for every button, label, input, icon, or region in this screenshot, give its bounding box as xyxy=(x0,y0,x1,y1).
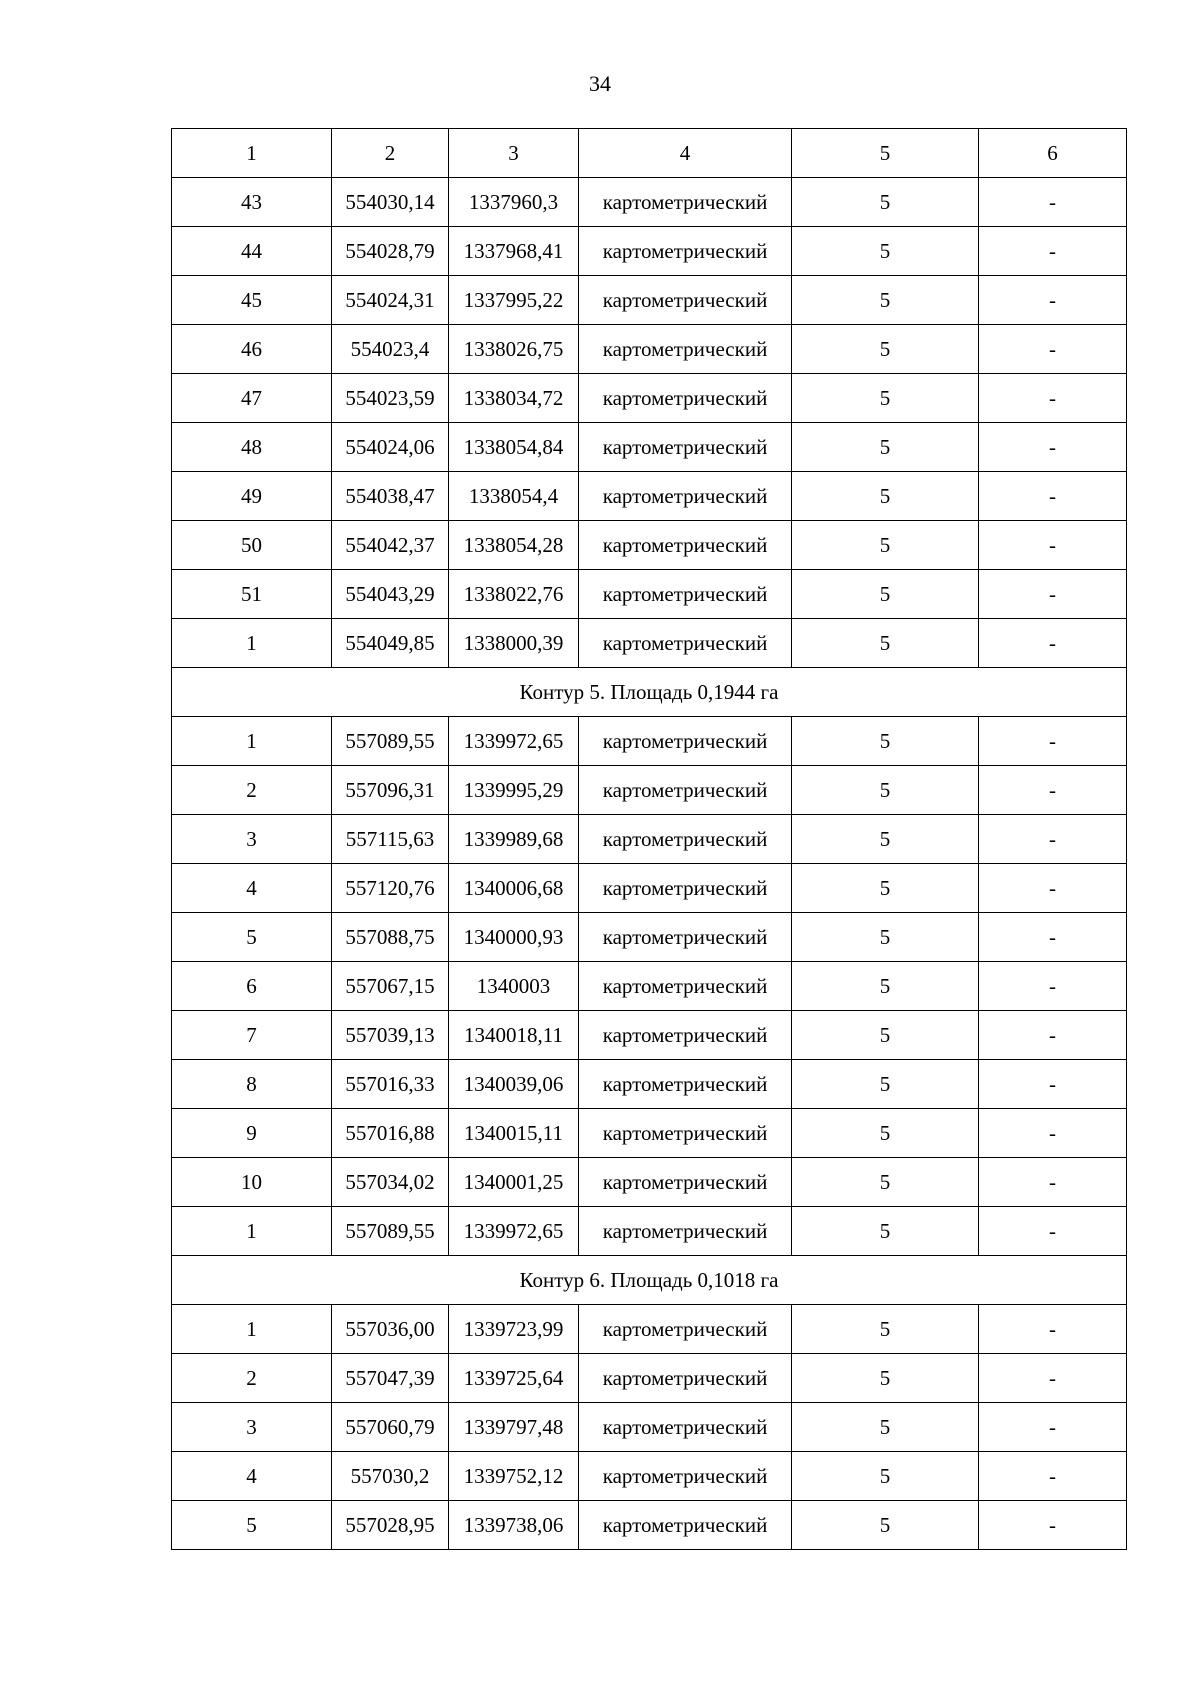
section-caption-row xyxy=(172,1256,1127,1305)
table-row xyxy=(172,962,1127,1011)
x-coordinate-cell: 557039,13 xyxy=(332,1011,449,1060)
section-caption: Контур 5. Площадь 0,1944 га xyxy=(172,668,1127,717)
description-cell: - xyxy=(979,325,1127,374)
method-cell: картометрический xyxy=(579,276,792,325)
accuracy-cell: 5 xyxy=(792,1011,979,1060)
method-cell: картометрический xyxy=(579,1011,792,1060)
point-number-cell: 1 xyxy=(172,717,332,766)
description-cell: - xyxy=(979,864,1127,913)
y-coordinate-cell: 1338022,76 xyxy=(449,570,579,619)
table-row xyxy=(172,472,1127,521)
point-number-cell: 47 xyxy=(172,374,332,423)
column-header: 3 xyxy=(449,129,579,178)
accuracy-cell: 5 xyxy=(792,276,979,325)
x-coordinate-cell: 557016,33 xyxy=(332,1060,449,1109)
description-cell: - xyxy=(979,178,1127,227)
y-coordinate-cell: 1337960,3 xyxy=(449,178,579,227)
point-number-cell: 50 xyxy=(172,521,332,570)
accuracy-cell: 5 xyxy=(792,619,979,668)
description-cell: - xyxy=(979,1207,1127,1256)
column-header: 6 xyxy=(979,129,1127,178)
column-header: 5 xyxy=(792,129,979,178)
method-cell: картометрический xyxy=(579,521,792,570)
point-number-cell: 44 xyxy=(172,227,332,276)
table-row xyxy=(172,374,1127,423)
point-number-cell: 7 xyxy=(172,1011,332,1060)
table-row xyxy=(172,1501,1127,1550)
accuracy-cell: 5 xyxy=(792,1207,979,1256)
description-cell: - xyxy=(979,1452,1127,1501)
description-cell: - xyxy=(979,423,1127,472)
x-coordinate-cell: 557036,00 xyxy=(332,1305,449,1354)
x-coordinate-cell: 557089,55 xyxy=(332,717,449,766)
x-coordinate-cell: 557115,63 xyxy=(332,815,449,864)
accuracy-cell: 5 xyxy=(792,913,979,962)
description-cell: - xyxy=(979,717,1127,766)
y-coordinate-cell: 1340018,11 xyxy=(449,1011,579,1060)
accuracy-cell: 5 xyxy=(792,1109,979,1158)
method-cell: картометрический xyxy=(579,178,792,227)
x-coordinate-cell: 557034,02 xyxy=(332,1158,449,1207)
point-number-cell: 5 xyxy=(172,913,332,962)
method-cell: картометрический xyxy=(579,423,792,472)
x-coordinate-cell: 554028,79 xyxy=(332,227,449,276)
point-number-cell: 3 xyxy=(172,1403,332,1452)
x-coordinate-cell: 557030,2 xyxy=(332,1452,449,1501)
y-coordinate-cell: 1339972,65 xyxy=(449,1207,579,1256)
point-number-cell: 4 xyxy=(172,864,332,913)
description-cell: - xyxy=(979,472,1127,521)
accuracy-cell: 5 xyxy=(792,423,979,472)
x-coordinate-cell: 554023,4 xyxy=(332,325,449,374)
accuracy-cell: 5 xyxy=(792,521,979,570)
table-row xyxy=(172,1060,1127,1109)
coordinates-table xyxy=(171,128,1127,1550)
y-coordinate-cell: 1338034,72 xyxy=(449,374,579,423)
accuracy-cell: 5 xyxy=(792,374,979,423)
y-coordinate-cell: 1339723,99 xyxy=(449,1305,579,1354)
description-cell: - xyxy=(979,276,1127,325)
method-cell: картометрический xyxy=(579,766,792,815)
accuracy-cell: 5 xyxy=(792,1452,979,1501)
point-number-cell: 1 xyxy=(172,619,332,668)
table-row xyxy=(172,619,1127,668)
accuracy-cell: 5 xyxy=(792,325,979,374)
y-coordinate-cell: 1339752,12 xyxy=(449,1452,579,1501)
point-number-cell: 46 xyxy=(172,325,332,374)
method-cell: картометрический xyxy=(579,374,792,423)
accuracy-cell: 5 xyxy=(792,1060,979,1109)
method-cell: картометрический xyxy=(579,325,792,374)
method-cell: картометрический xyxy=(579,1158,792,1207)
point-number-cell: 1 xyxy=(172,1207,332,1256)
point-number-cell: 5 xyxy=(172,1501,332,1550)
description-cell: - xyxy=(979,1354,1127,1403)
column-header: 1 xyxy=(172,129,332,178)
y-coordinate-cell: 1338054,28 xyxy=(449,521,579,570)
x-coordinate-cell: 554024,06 xyxy=(332,423,449,472)
x-coordinate-cell: 557088,75 xyxy=(332,913,449,962)
table-row xyxy=(172,864,1127,913)
table-row xyxy=(172,766,1127,815)
method-cell: картометрический xyxy=(579,815,792,864)
x-coordinate-cell: 554024,31 xyxy=(332,276,449,325)
method-cell: картометрический xyxy=(579,864,792,913)
method-cell: картометрический xyxy=(579,913,792,962)
accuracy-cell: 5 xyxy=(792,570,979,619)
method-cell: картометрический xyxy=(579,570,792,619)
method-cell: картометрический xyxy=(579,1501,792,1550)
point-number-cell: 51 xyxy=(172,570,332,619)
description-cell: - xyxy=(979,913,1127,962)
method-cell: картометрический xyxy=(579,1354,792,1403)
table-row xyxy=(172,1305,1127,1354)
y-coordinate-cell: 1338026,75 xyxy=(449,325,579,374)
table-row xyxy=(172,913,1127,962)
method-cell: картометрический xyxy=(579,1305,792,1354)
y-coordinate-cell: 1340006,68 xyxy=(449,864,579,913)
accuracy-cell: 5 xyxy=(792,1354,979,1403)
y-coordinate-cell: 1339725,64 xyxy=(449,1354,579,1403)
accuracy-cell: 5 xyxy=(792,1158,979,1207)
point-number-cell: 48 xyxy=(172,423,332,472)
method-cell: картометрический xyxy=(579,1060,792,1109)
description-cell: - xyxy=(979,815,1127,864)
accuracy-cell: 5 xyxy=(792,962,979,1011)
x-coordinate-cell: 554043,29 xyxy=(332,570,449,619)
method-cell: картометрический xyxy=(579,619,792,668)
point-number-cell: 49 xyxy=(172,472,332,521)
description-cell: - xyxy=(979,1403,1127,1452)
table-row xyxy=(172,1011,1127,1060)
table-row xyxy=(172,815,1127,864)
table-header-row xyxy=(172,129,1127,178)
section-caption: Контур 6. Площадь 0,1018 га xyxy=(172,1256,1127,1305)
x-coordinate-cell: 557016,88 xyxy=(332,1109,449,1158)
column-header: 2 xyxy=(332,129,449,178)
accuracy-cell: 5 xyxy=(792,864,979,913)
point-number-cell: 2 xyxy=(172,1354,332,1403)
table-row xyxy=(172,1109,1127,1158)
x-coordinate-cell: 557096,31 xyxy=(332,766,449,815)
point-number-cell: 10 xyxy=(172,1158,332,1207)
y-coordinate-cell: 1337995,22 xyxy=(449,276,579,325)
method-cell: картометрический xyxy=(579,227,792,276)
accuracy-cell: 5 xyxy=(792,227,979,276)
table-row xyxy=(172,1452,1127,1501)
x-coordinate-cell: 557028,95 xyxy=(332,1501,449,1550)
method-cell: картометрический xyxy=(579,1207,792,1256)
point-number-cell: 1 xyxy=(172,1305,332,1354)
coordinates-table-body xyxy=(172,129,1127,1550)
description-cell: - xyxy=(979,1109,1127,1158)
x-coordinate-cell: 557047,39 xyxy=(332,1354,449,1403)
accuracy-cell: 5 xyxy=(792,1501,979,1550)
point-number-cell: 6 xyxy=(172,962,332,1011)
x-coordinate-cell: 554030,14 xyxy=(332,178,449,227)
table-row xyxy=(172,521,1127,570)
y-coordinate-cell: 1338000,39 xyxy=(449,619,579,668)
method-cell: картометрический xyxy=(579,1109,792,1158)
table-row xyxy=(172,178,1127,227)
method-cell: картометрический xyxy=(579,717,792,766)
y-coordinate-cell: 1339989,68 xyxy=(449,815,579,864)
y-coordinate-cell: 1340039,06 xyxy=(449,1060,579,1109)
accuracy-cell: 5 xyxy=(792,472,979,521)
accuracy-cell: 5 xyxy=(792,815,979,864)
accuracy-cell: 5 xyxy=(792,178,979,227)
description-cell: - xyxy=(979,1305,1127,1354)
description-cell: - xyxy=(979,1060,1127,1109)
accuracy-cell: 5 xyxy=(792,1305,979,1354)
method-cell: картометрический xyxy=(579,472,792,521)
x-coordinate-cell: 557067,15 xyxy=(332,962,449,1011)
table-row xyxy=(172,1207,1127,1256)
x-coordinate-cell: 554049,85 xyxy=(332,619,449,668)
table-row xyxy=(172,423,1127,472)
point-number-cell: 43 xyxy=(172,178,332,227)
accuracy-cell: 5 xyxy=(792,717,979,766)
method-cell: картометрический xyxy=(579,962,792,1011)
x-coordinate-cell: 557060,79 xyxy=(332,1403,449,1452)
table-row xyxy=(172,1158,1127,1207)
x-coordinate-cell: 554038,47 xyxy=(332,472,449,521)
y-coordinate-cell: 1339995,29 xyxy=(449,766,579,815)
description-cell: - xyxy=(979,1158,1127,1207)
table-row xyxy=(172,227,1127,276)
y-coordinate-cell: 1338054,4 xyxy=(449,472,579,521)
description-cell: - xyxy=(979,962,1127,1011)
method-cell: картометрический xyxy=(579,1403,792,1452)
description-cell: - xyxy=(979,1501,1127,1550)
section-caption-row xyxy=(172,668,1127,717)
page-number: 34 xyxy=(589,71,611,96)
table-row xyxy=(172,570,1127,619)
description-cell: - xyxy=(979,521,1127,570)
y-coordinate-cell: 1338054,84 xyxy=(449,423,579,472)
point-number-cell: 45 xyxy=(172,276,332,325)
method-cell: картометрический xyxy=(579,1452,792,1501)
table-row xyxy=(172,1354,1127,1403)
description-cell: - xyxy=(979,227,1127,276)
point-number-cell: 9 xyxy=(172,1109,332,1158)
column-header: 4 xyxy=(579,129,792,178)
y-coordinate-cell: 1339797,48 xyxy=(449,1403,579,1452)
x-coordinate-cell: 557120,76 xyxy=(332,864,449,913)
y-coordinate-cell: 1340000,93 xyxy=(449,913,579,962)
description-cell: - xyxy=(979,619,1127,668)
point-number-cell: 3 xyxy=(172,815,332,864)
x-coordinate-cell: 554023,59 xyxy=(332,374,449,423)
description-cell: - xyxy=(979,374,1127,423)
point-number-cell: 2 xyxy=(172,766,332,815)
x-coordinate-cell: 557089,55 xyxy=(332,1207,449,1256)
description-cell: - xyxy=(979,1011,1127,1060)
accuracy-cell: 5 xyxy=(792,1403,979,1452)
accuracy-cell: 5 xyxy=(792,766,979,815)
y-coordinate-cell: 1337968,41 xyxy=(449,227,579,276)
y-coordinate-cell: 1340001,25 xyxy=(449,1158,579,1207)
y-coordinate-cell: 1340015,11 xyxy=(449,1109,579,1158)
table-row xyxy=(172,717,1127,766)
y-coordinate-cell: 1339738,06 xyxy=(449,1501,579,1550)
table-row xyxy=(172,1403,1127,1452)
y-coordinate-cell: 1339972,65 xyxy=(449,717,579,766)
table-row xyxy=(172,325,1127,374)
description-cell: - xyxy=(979,766,1127,815)
x-coordinate-cell: 554042,37 xyxy=(332,521,449,570)
point-number-cell: 4 xyxy=(172,1452,332,1501)
description-cell: - xyxy=(979,570,1127,619)
y-coordinate-cell: 1340003 xyxy=(449,962,579,1011)
point-number-cell: 8 xyxy=(172,1060,332,1109)
table-row xyxy=(172,276,1127,325)
